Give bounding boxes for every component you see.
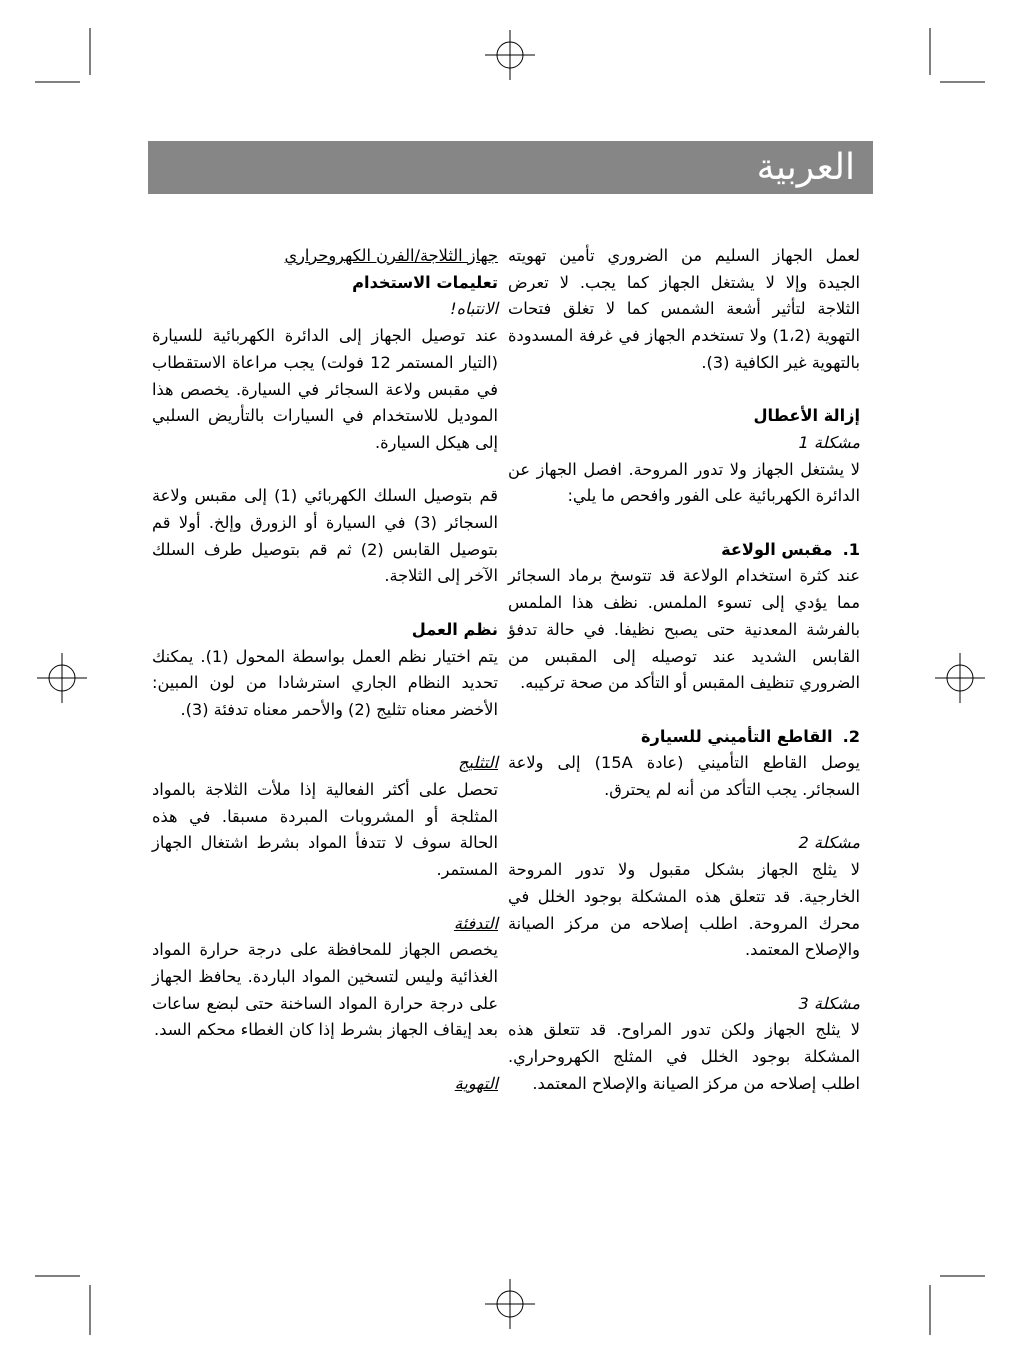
language-title: العربية <box>756 147 855 188</box>
heating-heading: التدفئة <box>453 913 498 933</box>
troubleshooting-heading: إزالة الأعطال <box>753 406 860 426</box>
problem-1-text: لا يشتغل الجهاز ولا تدور المروحة. افصل الجهاز عن الدائرة الكهربائية على الفور وافحص ما يلي: <box>508 459 860 506</box>
problem-3-heading: مشكلة 3 <box>798 993 860 1013</box>
problem-2-text: لا يثلج الجهاز بشكل مقبول ولا تدور المروحة الخارجية. قد تتعلق هذه المشكلة بوجود الخلل في محرك المروحة. اطلب إصلاحه من مركز الصيانة والإصلاح المعتمد. <box>508 860 860 960</box>
attention-text: عند توصيل الجهاز إلى الدائرة الكهربائية للسيارة (التيار المستمر 12 فولت) يجب مراعاة الاستقطاب في مقبس ولاعة السجائر في السيارة. يخصص هذا الموديل للاستخدام في السيارات بالتأريض السلبي إلى هيكل السيارة. <box>152 326 498 452</box>
attention-label: الانتباه! <box>450 299 498 319</box>
cooling-text: تحصل على أكثر الفعالية إذا ملأت الثلاجة بالمواد المثلجة أو المشروبات المبردة مسبقا. في هذه الحالة سوف لا تتدفأ المواد بشرط اشتغال الجهاز المستمر. <box>152 780 498 880</box>
heating-text: يخصص الجهاز للمحافظة على درجة حرارة المواد الغذائية وليس لتسخين المواد الباردة. يحافظ الجهاز على درجة حرارة المواد الساخنة حتى لبضع ساعات بعد إيقاف الجهاز بشرط إذا كان الغطاء محكم السد. <box>152 940 498 1040</box>
right-column <box>508 243 860 1097</box>
cooling-heading: التثليج <box>458 753 498 773</box>
problem-3-text: لا يثلج الجهاز ولكن تدور المراوح. قد تتعلق هذه المشكلة بوجود الخلل في المثلج الكهروحراري. اطلب إصلاحه من مركز الصيانة والإصلاح المعتمد. <box>508 1020 860 1093</box>
item-1-heading <box>508 537 860 564</box>
instructions-heading: تعليمات الاستخدام <box>352 272 498 292</box>
item-2-number: 2. <box>842 726 860 746</box>
ventilation-intro: لعمل الجهاز السليم من الضروري تأمين تهويته الجيدة وإلا لا يشتغل الجهاز كما يجب. لا تعرض الثلاجة لتأثير أشعة الشمس كما لا تغلق فتحات التهوية (1،2) ولا تستخدم الجهاز في غرفة المسدودة بالتهوية غير الكافية (3). <box>508 246 860 372</box>
left-column <box>152 243 498 1097</box>
item-2-heading <box>508 724 860 751</box>
item-2-text: يوصل القاطع التأميني (عادة 15A) إلى ولاعة السجائر. يجب التأكد من أنه لم يحترق. <box>508 753 861 800</box>
problem-2-heading: مشكلة 2 <box>798 833 860 853</box>
connection-text: قم بتوصيل السلك الكهربائي (1) إلى مقبس ولاعة السجائر (3) في السيارة أو الزورق وإلخ. أولا قم بتوصيل القابس (2) ثم قم بتوصيل طرف السلك الآخر إلى الثلاجة. <box>152 486 498 586</box>
ventilation-heading: التهوية <box>454 1073 498 1093</box>
item-1-text: عند كثرة استخدام الولاعة قد تتوسخ برماد السجائر مما يؤدي إلى تسوء الملمس. نظف هذا الملمس بالفرشة المعدنية حتى يصبح نظيفا. في حالة تدفؤ القابس الشديد عند توصيله إلى المقبس من الضروري تنظيف المقبس أو التأكد من صحة تركيبه. <box>508 566 860 693</box>
problem-1-heading: مشكلة 1 <box>798 432 860 452</box>
item-1-title: مقبس الولاعة <box>721 539 833 559</box>
modes-text: يتم اختيار نظم العمل بواسطة المحول (1). يمكنك تحديد النظام الجاري استرشادا من لون المبين: الأخضر معناه تثليج (2) والأحمر معناه تدفئة (3). <box>152 646 498 719</box>
language-banner <box>148 141 873 194</box>
modes-heading: نظم العمل <box>411 619 498 639</box>
item-1-number: 1. <box>842 539 860 559</box>
product-title: جهاز الثلاجة/الفرن الكهروحراري <box>284 246 498 265</box>
item-2-title: القاطع التأميني للسيارة <box>640 726 833 746</box>
